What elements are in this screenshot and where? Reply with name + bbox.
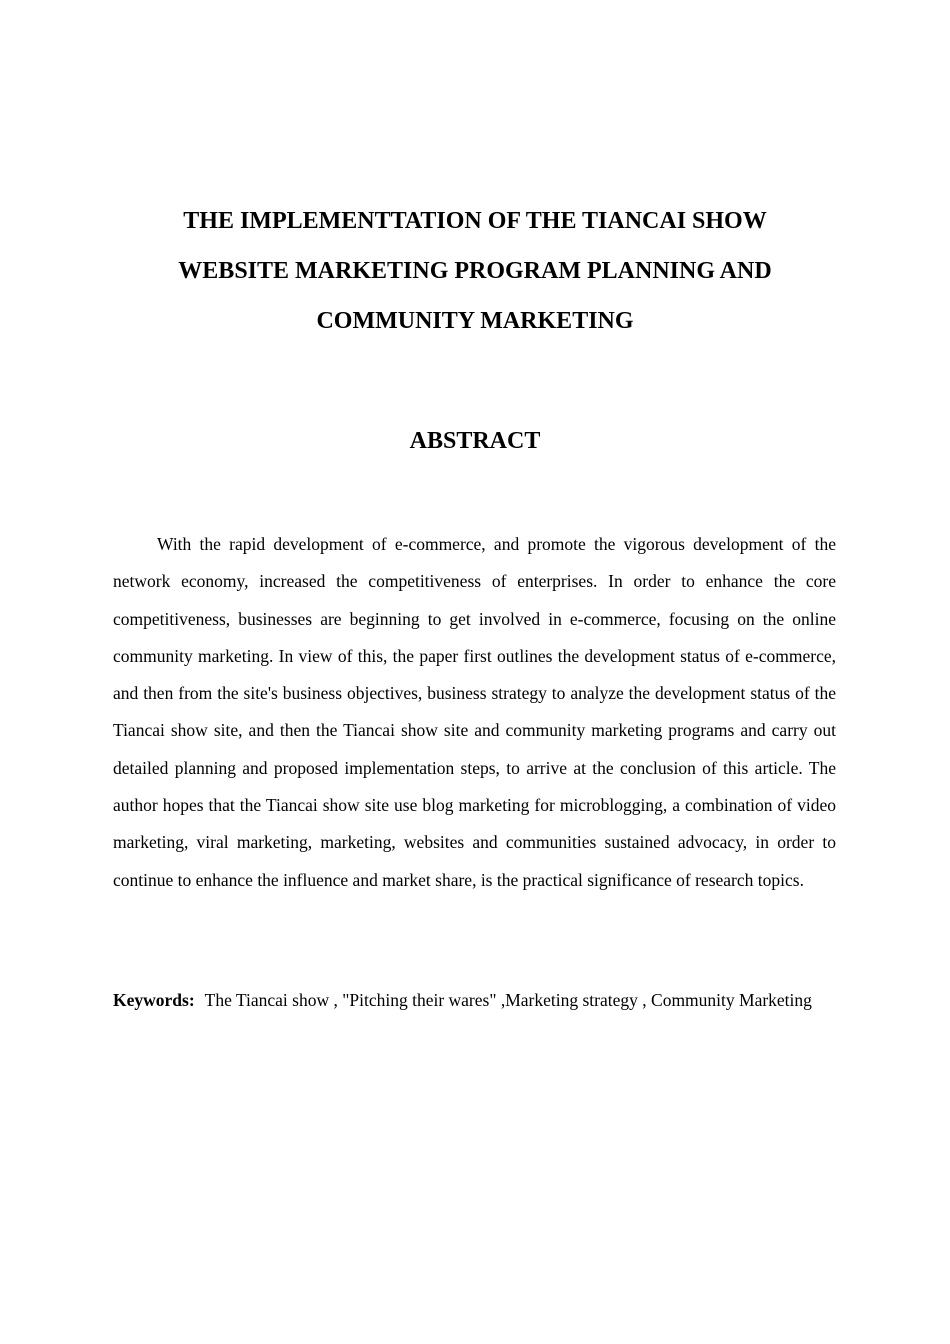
keywords-text: The Tiancai show , "Pitching their wares" ,Marketing strategy , Community Marketing	[204, 990, 812, 1010]
paper-title	[110, 196, 840, 346]
abstract-heading: ABSTRACT	[409, 428, 541, 454]
keywords-label: Keywords:	[113, 990, 195, 1010]
paper-title-line-3: COMMUNITY MARKETING	[316, 308, 634, 334]
abstract-body: With the rapid development of e-commerce, and promote the vigorous development of the network economy, increased the competitiveness of enterprises. In order to enhance the core competitiveness, businesses are beginning to get involved in e-commerce, focusing on the online community marketing. In view of this, the paper first outlines the development status of e-commerce, and then from the site's business objectives, business strategy to analyze the development status of the Tiancai show site, and then the Tiancai show site and community marketing programs and carry out detailed planning and proposed implementation steps, to arrive at the conclusion of this article. The author hopes that the Tiancai show site use blog marketing for microblogging, a combination of video marketing, viral marketing, marketing, websites and communities sustained advocacy, in order to continue to enhance the influence and market share, is the practical significance of research topics.	[113, 534, 836, 890]
paper-title-line-1: THE IMPLEMENTTATION OF THE TIANCAI SHOW	[183, 208, 767, 234]
paper-title-line-2: WEBSITE MARKETING PROGRAM PLANNING AND	[178, 258, 772, 284]
keywords-section	[113, 988, 836, 1013]
